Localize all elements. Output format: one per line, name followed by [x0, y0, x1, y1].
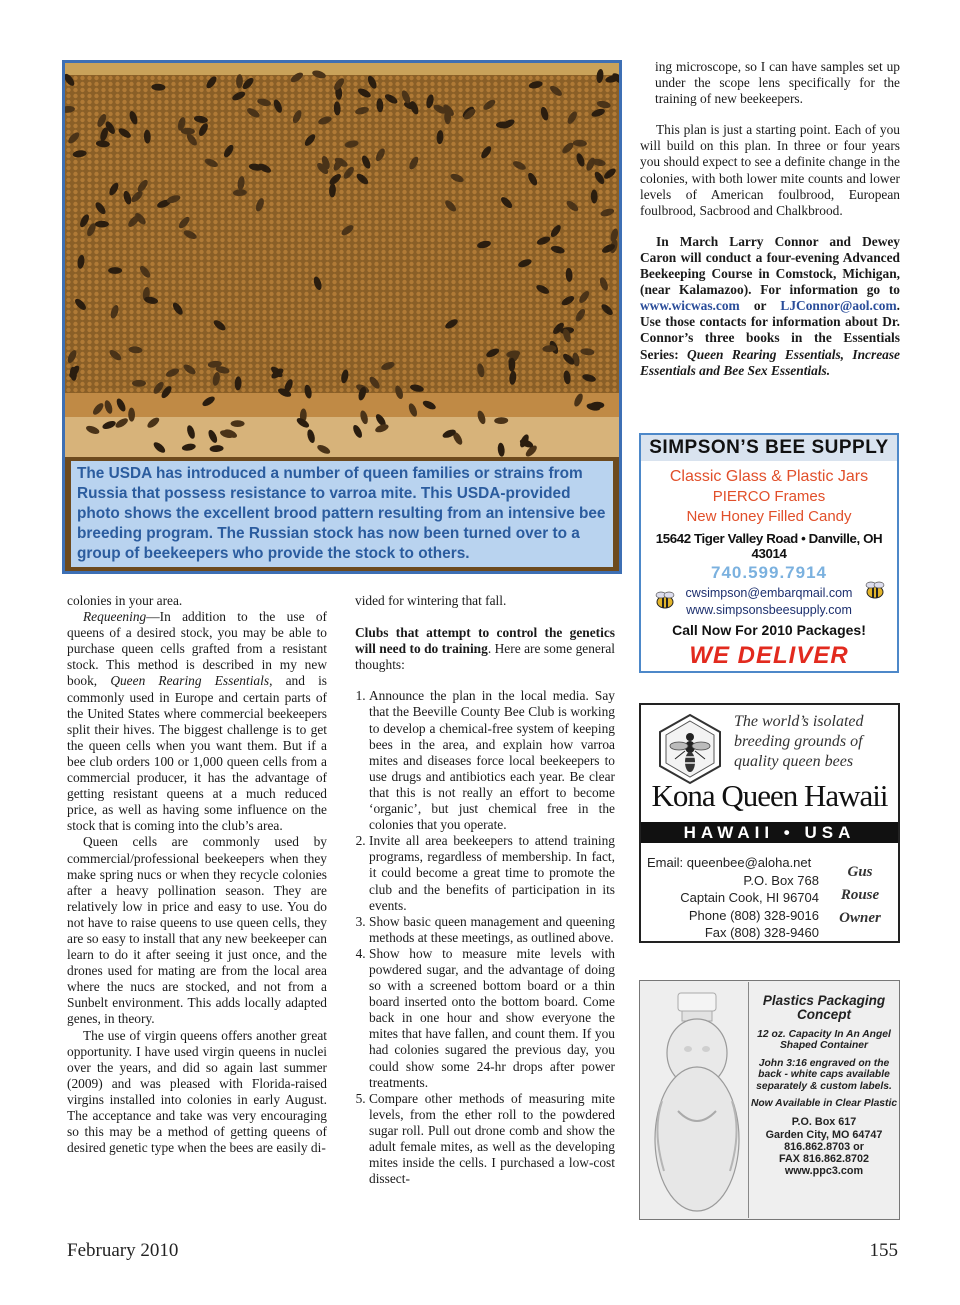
angel-bottle-image — [648, 991, 744, 1213]
bee-icon — [861, 579, 889, 603]
ad-website[interactable]: www.simpsonsbeesupply.com — [686, 603, 852, 617]
bee-frame-photo — [62, 60, 622, 574]
ad-location-bar: HAWAII • USA — [641, 822, 898, 843]
ad-fax: Fax (808) 328-9460 — [704, 925, 819, 940]
plastics-packaging-ad[interactable] — [639, 980, 900, 1220]
connor-email-link[interactable]: LJConnor@aol.com — [780, 298, 897, 314]
requeening-heading: Requeening — [83, 609, 147, 625]
ad-capacity: 12 oz. Capacity In An Angel Shaped Container — [757, 1029, 891, 1052]
bee-shape — [108, 267, 122, 274]
page-number: 155 — [869, 1240, 898, 1261]
books-title: Queen Rearing Essentials, Increase Essentials and Bee Sex Essentials. — [640, 346, 900, 378]
ad-phone: 816.862.8703 or — [784, 1140, 864, 1153]
ad-website[interactable]: www.ppc3.com — [784, 1165, 864, 1178]
owner-name: Gus — [847, 864, 873, 880]
ad-city: Garden City, MO 64747 — [765, 1128, 883, 1141]
paragraph-text: , and is commonly used in Europe and certain parts of the United States where commercial beekeepers split their hives. The biggest challenge is to get the queen cells when you want them. But if a bee club orders 100 or 1,000 queen cells from a commercial producer, it has the advantage of getting resistant queens at a much reduced price, as well as having some influence on the stock that is coming into the club’s area. — [67, 673, 328, 834]
ad-phone: 740.599.7914 — [711, 563, 827, 582]
training-list — [355, 688, 615, 1187]
ad-title: SIMPSON’S BEE SUPPLY — [641, 435, 897, 461]
simpsons-bee-supply-ad[interactable] — [639, 433, 899, 673]
paragraph: Queen cells are commonly used by commercial/professional beekeepers when they make spring nucs or when they recycle colonies after a heavy pollination season. They are relatively low in price and easy to use. You do not have to raise queens to use queen cells, they are so easy to install that any new beekeeper can learn to do it after seeing it just once, and the drones used for mating are from the local area where the nucs are stocked, and not from a Sunbelt environment. This adds locally adapted genes, in theory. — [67, 834, 327, 1027]
clubs-heading: Clubs that attempt to control the genetics will need to do training — [355, 625, 615, 657]
bee-shape — [231, 420, 245, 427]
ad-phone: Phone (808) 328-9016 — [688, 907, 819, 923]
ad-line: Classic Glass & Plastic Jars — [669, 468, 869, 485]
book-title: Queen Rearing Essentials — [110, 673, 270, 689]
ad-contact-block — [647, 854, 819, 942]
paragraph-text: —In addition to the use of queens of a desired stock, you may be able to purchase queen cells grafted from a resistant stock. This method is described in my new book, — [67, 609, 327, 689]
notice-text: or — [739, 298, 781, 314]
ad-title: Plastics Packaging Concept — [762, 993, 886, 1022]
left-column-text — [67, 593, 327, 1156]
ad-owner — [827, 861, 893, 930]
owner-surname: Rouse — [840, 887, 880, 903]
paragraph — [67, 609, 327, 834]
ad-title: Kona Queen Hawaii — [651, 778, 888, 813]
ad-slogan: WE DELIVER — [689, 642, 849, 669]
list-item: 5. Compare other methods of measuring mite levels, from the ether roll to the powdered sugar roll. Pull out drone comb and show the adult female mites, as well as the developing mites inside the cells. I purchased a low-cost dissect- — [369, 1091, 615, 1188]
ad-line: New Honey Filled Candy — [686, 508, 852, 525]
paragraph: vided for wintering that fall. — [355, 593, 507, 608]
ad-address: 15642 Tiger Valley Road • Danville, OH 43014 — [655, 531, 883, 561]
photo-caption: The USDA has introduced a number of queen families or strains from Russia that possess resistance to varroa mite. This USDA-provided photo shows the excellent brood pattern resulting from an intensive bee breeding program. The Russian stock has now been turned over to a group of beekeepers who provide the stock to others. — [71, 461, 613, 567]
ad-po-box: P.O. Box 617 — [791, 1116, 857, 1129]
ad-line: PIERCO Frames — [712, 488, 826, 505]
paragraph: colonies in your area. — [67, 593, 183, 608]
clubs-paragraph — [355, 625, 615, 673]
footer-date: February 2010 — [67, 1240, 179, 1261]
course-notice — [640, 234, 900, 379]
ad-fax: FAX 816.862.8702 — [778, 1153, 870, 1166]
ad-address-block — [749, 1116, 899, 1177]
ad-po-box: P.O. Box 768 — [743, 872, 819, 888]
ad-email[interactable]: cwsimpson@embarqmail.com — [685, 586, 853, 600]
bee-shape — [95, 221, 109, 228]
paragraph: The use of virgin queens offers another great opportunity. I have used virgin queens in nuclei over the years, and did so again last summer (2009) and was pleased with Florida-raised virgins installed into colonies in early August. The acceptance and take was very encouraging so this may be a method of getting queens of desired genetic type when the bees are easily di- — [67, 1027, 327, 1156]
bee-hexagon-logo — [657, 713, 723, 785]
wicwas-link[interactable]: www.wicwas.com — [640, 298, 740, 314]
notice-text: In March Larry Connor and Dewey Caron will conduct a four-evening Advanced Beekeeping Course in Comstock, Michigan, (near Kalamazoo). For information go to — [640, 233, 900, 298]
list-item: 2. Invite all area beekeepers to attend training programs, regardless of membership. In fact, it could become a great time to promote the club and the benefits of participation in its events. — [369, 833, 615, 913]
list-item: 3. Show basic queen management and queening methods at these meetings, as outlined above. — [369, 914, 615, 946]
ad-contact-block — [641, 585, 897, 619]
paragraph-text: . Here are some general thoughts: — [355, 641, 615, 673]
ad-text-panel — [748, 982, 899, 1218]
paragraph: ing microscope, so I can have samples set up under the scope lens specifically for the training of new beekeepers. — [655, 59, 900, 107]
kona-queen-hawaii-ad[interactable] — [639, 703, 900, 943]
ad-call-to-action: Call Now For 2010 Packages! — [672, 622, 866, 638]
ad-engraved: John 3:16 engraved on the back - white caps available separately & custom labels. — [756, 1057, 892, 1092]
paragraph: This plan is just a starting point. Each of you will build on this plan. In three or four years you should expect to see a definite change in the colonies, with both lower mite counts and lower levels of American foulbrood, European foulbrood, Sacbrood and Chalkbrood. — [640, 122, 900, 218]
bee-shape — [132, 380, 146, 387]
right-column-text — [640, 59, 900, 379]
ad-email[interactable]: Email: queenbee@aloha.net — [647, 855, 812, 870]
list-item: 1. Announce the plan in the local media. Say that the Beeville County Bee Club is working to develop a chemical-free system of keeping bees in the area, and explain how varroa mites and diseases force local beekeepers to use drugs and antibiotics each year. Be clear that this is not really an effort to become ‘organic’, but just chemical free in the colonies that you operate. — [369, 688, 615, 833]
ad-tagline: The world’s isolated breeding grounds of quality queen bees — [734, 713, 864, 770]
notice-text: . Use those contacts for information about Dr. Connor’s three books in the Essentials Series: — [640, 298, 900, 362]
middle-column-text — [355, 593, 615, 1187]
ad-city: Captain Cook, HI 96704 — [680, 890, 819, 905]
ad-available: Now Available in Clear Plastic — [750, 1098, 898, 1110]
bee-icon — [651, 589, 679, 613]
owner-title: Owner — [839, 910, 881, 926]
list-item: 4. Show how to measure mite levels with powdered sugar, and the advantage of doing so with a screened bottom board or a thin board inserted onto the bottom board. Come back in one hour and show everyone the mites that have fallen, and count them. If you had colonies sugared the previous day, you could show some 24-hr drops after power treatments. — [369, 946, 615, 1091]
